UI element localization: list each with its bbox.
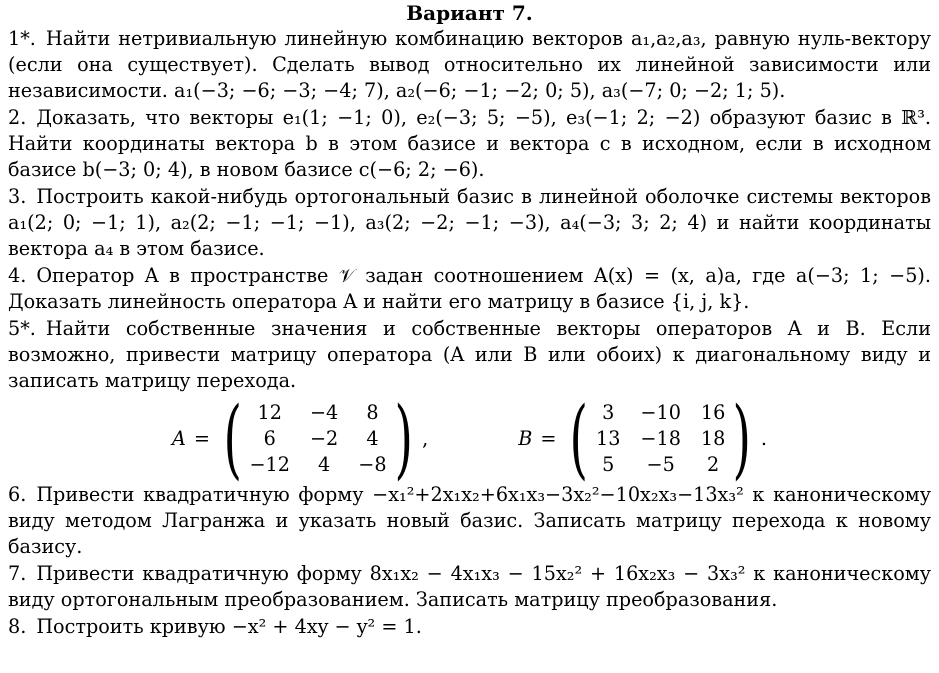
problem-1 — [8, 26, 931, 104]
problem-number: 6. — [8, 483, 27, 506]
problem-3 — [8, 184, 931, 262]
matrix-a-block — [171, 389, 518, 489]
matrix-cell: −8 — [358, 453, 387, 476]
left-paren: ( — [223, 389, 242, 489]
matrix-b-block — [518, 389, 768, 489]
matrix-cell: 5 — [602, 453, 615, 476]
matrix-cell: 4 — [366, 427, 379, 450]
variant-title: Вариант 7. — [406, 1, 533, 25]
problem-text: Построить кривую −x² + 4xy − y² = 1. — [36, 615, 422, 638]
problem-number: 4. — [8, 264, 27, 287]
period: . — [760, 427, 768, 450]
left-paren: ( — [569, 389, 589, 489]
matrix-a-label: A — [171, 427, 186, 450]
problem-number: 1*. — [8, 27, 36, 50]
right-paren: ) — [732, 389, 752, 489]
problem-5 — [8, 316, 931, 394]
matrix-cell: −2 — [309, 427, 339, 450]
problem-text: Найти нетривиальную линейную комбинацию векторов a₁,a₂,a₃, равную нуль-вектору (если она существует). Сделать вывод относительно их линейной зависимости или независимости. a₁(−3; −6; −3; −4; 7), a₂(−6; −1; −2; 0; 5), a₃(−7; 0; −2; 1; 5). — [8, 27, 931, 102]
problem-number: 5*. — [8, 317, 36, 340]
matrix-cell: 6 — [263, 427, 276, 450]
matrix-cell: 8 — [366, 401, 379, 424]
matrix-cell: 2 — [707, 453, 720, 476]
matrix-cell: 3 — [602, 401, 615, 424]
problem-text: Построить какой-нибудь ортогональный базис в линейной оболочке системы векторов a₁(2; 0; −1; 1), a₂(2; −1; −1; −1), a₃(2; −2; −1; −3), a₄(−3; 3; 2; 4) и найти координаты вектора a₄ в этом базисе. — [8, 185, 931, 260]
problem-6 — [8, 482, 931, 560]
problem-7 — [8, 561, 931, 613]
problem-4 — [8, 263, 931, 315]
matrix-b-grid — [596, 400, 725, 478]
problem-text: Оператор A в пространстве 𝒱 задан соотношением A(x) = (x, a)a, где a(−3; 1; −5). Доказать линейность оператора A и найти его матрицу в базисе {i, j, k}. — [8, 264, 931, 313]
matrix-cell: 13 — [596, 427, 621, 450]
matrix-cell: −5 — [646, 453, 675, 476]
matrix-cell: 4 — [318, 453, 331, 476]
matrix-cell: 16 — [700, 401, 726, 424]
matrix-cell: −12 — [249, 453, 290, 476]
problem-number: 3. — [8, 185, 27, 208]
equals-sign: = — [540, 427, 557, 450]
problem-text: Найти собственные значения и собственные векторы операторов A и B. Если возможно, привести матрицу оператора (A или B или обоих) к диагональному виду и записать матрицу перехода. — [8, 317, 931, 392]
matrix-cell: −10 — [640, 401, 681, 424]
operator-matrices — [8, 389, 931, 489]
equals-sign: = — [193, 427, 210, 450]
problem-text: Доказать, что векторы e₁(1; −1; 0), e₂(−3; 5; −5), e₃(−1; 2; −2) образуют базис в ℝ³. Найти координаты вектора b в этом базисе и вектора c в исходном, если в исходном базисе b(−3; 0; 4), в новом базисе c(−6; 2; −6). — [8, 106, 931, 181]
problem-number: 7. — [8, 562, 27, 585]
comma: , — [422, 427, 429, 450]
right-paren: ) — [394, 389, 413, 489]
problem-text: Привести квадратичную форму −x₁²+2x₁x₂+6x₁x₃−3x₂²−10x₂x₃−13x₃² к каноническому виду методом Лагранжа и указать новый базис. Записать матрицу перехода к новому базису. — [8, 483, 931, 558]
problem-8 — [8, 614, 931, 640]
problem-2 — [8, 105, 931, 183]
matrix-b-label: B — [518, 427, 533, 450]
matrix-cell: 12 — [257, 401, 282, 424]
problem-number: 8. — [8, 615, 27, 638]
matrix-cell: 18 — [700, 427, 726, 450]
matrix-cell: −4 — [309, 401, 339, 424]
matrix-cell: −18 — [640, 427, 681, 450]
problem-text: Привести квадратичную форму 8x₁x₂ − 4x₁x₃ − 15x₂² + 16x₂x₃ − 3x₃² к каноническому виду ортогональным преобразованием. Записать матрицу преобразования. — [8, 562, 931, 611]
matrix-a-grid — [249, 400, 386, 478]
problem-number: 2. — [8, 106, 27, 129]
